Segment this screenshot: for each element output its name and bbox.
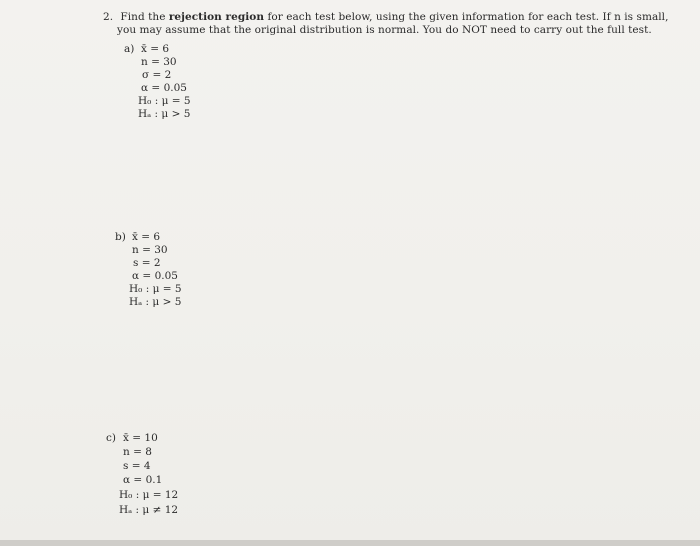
part-a-line-alpha: α = 0.05 xyxy=(141,82,187,94)
part-c-line-s: s = 4 xyxy=(123,460,151,472)
problem-text-pre: Find the xyxy=(120,11,166,23)
part-b xyxy=(115,231,235,311)
problem-text-bold: rejection region xyxy=(168,11,265,23)
part-a-line-xbar: x̄ = 6 xyxy=(141,43,170,55)
part-a-label: a) xyxy=(124,43,135,55)
problem-text-post: for each test below, using the given information for each test. If n is small, xyxy=(267,11,669,23)
part-b-line-h0: H₀ : μ = 5 xyxy=(129,283,182,295)
part-a-line-sigma: σ = 2 xyxy=(142,69,172,81)
part-c-line-n: n = 8 xyxy=(123,446,152,458)
part-c xyxy=(106,432,226,517)
part-a xyxy=(124,43,244,123)
problem-number: 2. xyxy=(103,11,114,23)
part-c-label: c) xyxy=(106,432,116,444)
problem-line-1 xyxy=(103,11,669,24)
part-a-line-n: n = 30 xyxy=(141,56,177,68)
part-a-line-ha: Hₐ : μ > 5 xyxy=(138,108,191,120)
part-b-line-n: n = 30 xyxy=(132,244,168,256)
part-b-label: b) xyxy=(115,231,126,243)
problem-line-2: you may assume that the original distribution is normal. You do NOT need to carry out the full test. xyxy=(117,24,652,36)
part-c-line-xbar: x̄ = 10 xyxy=(123,432,158,444)
part-b-line-xbar: x̄ = 6 xyxy=(132,231,161,243)
part-b-line-ha: Hₐ : μ > 5 xyxy=(129,296,182,308)
part-c-line-alpha: α = 0.1 xyxy=(123,474,163,486)
bottom-edge xyxy=(0,540,700,546)
part-b-line-alpha: α = 0.05 xyxy=(132,270,178,282)
part-c-line-h0: H₀ : μ = 12 xyxy=(119,489,179,501)
part-b-line-s: s = 2 xyxy=(133,257,161,269)
part-c-line-ha: Hₐ : μ ≠ 12 xyxy=(119,504,179,516)
part-a-line-h0: H₀ : μ = 5 xyxy=(138,95,191,107)
problem-statement xyxy=(103,11,669,37)
